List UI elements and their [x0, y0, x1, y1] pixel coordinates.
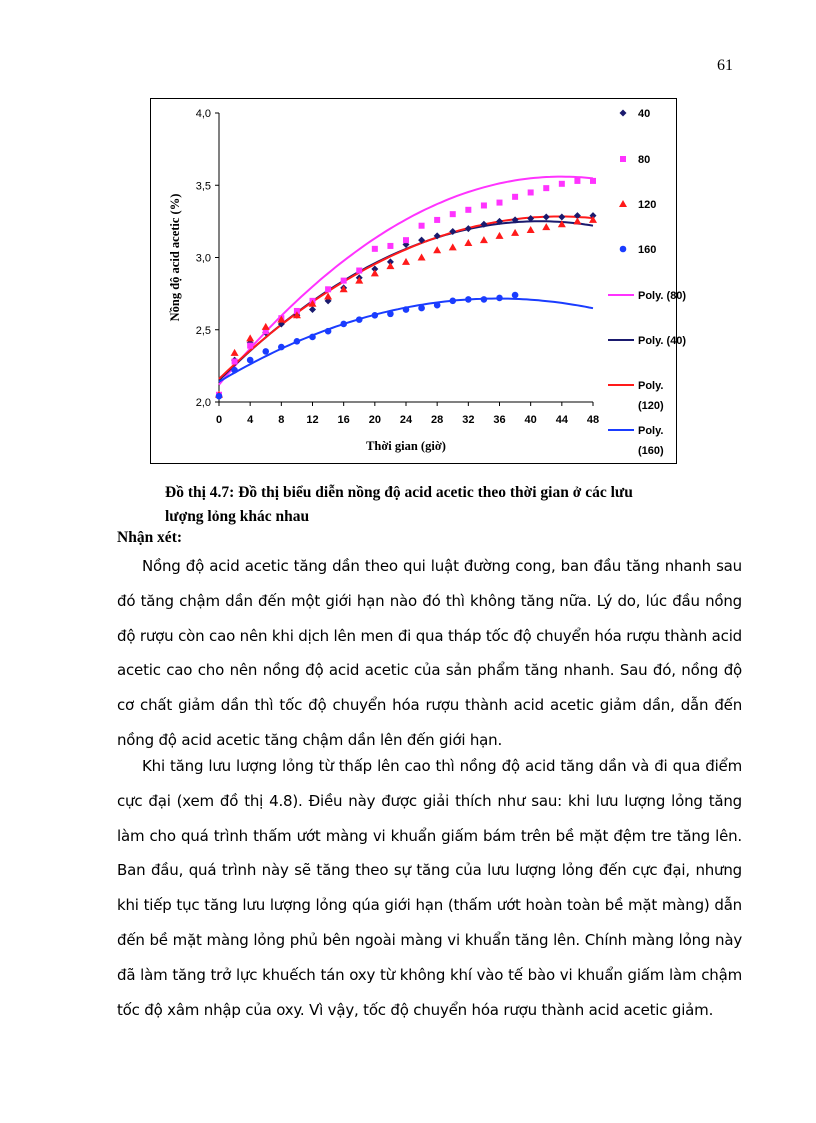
data-point-160 — [309, 334, 316, 341]
legend-label: 80 — [638, 154, 651, 166]
data-point-160 — [216, 393, 223, 400]
data-point-160 — [481, 296, 488, 303]
data-point-40 — [558, 214, 565, 221]
x-tick-label: 12 — [306, 414, 319, 426]
data-point-160 — [496, 295, 503, 302]
data-point-120 — [246, 334, 254, 341]
data-point-160 — [247, 357, 254, 364]
data-point-160 — [294, 338, 301, 345]
data-point-160 — [403, 306, 410, 313]
page-number: 61 — [717, 57, 733, 74]
legend-label: (120) — [638, 400, 664, 412]
caption-line-1: Đồ thị 4.7: Đồ thị biểu diễn nồng độ acid acetic theo thời gian ở các lưu — [165, 484, 633, 501]
x-tick-label: 0 — [215, 414, 223, 426]
data-point-120 — [464, 239, 472, 246]
data-point-80 — [372, 246, 378, 252]
data-point-120 — [418, 254, 426, 261]
x-tick-label: 44 — [555, 414, 568, 426]
legend-label: 120 — [638, 199, 657, 211]
y-tick-label: 3,5 — [195, 180, 211, 193]
data-point-120 — [402, 258, 410, 265]
data-point-120 — [573, 217, 581, 224]
caption-line-2: lượng lỏng khác nhau — [165, 508, 310, 525]
remarks-paragraph-1: Nồng độ acid acetic tăng dần theo qui luật đường cong, ban đầu tăng nhanh sau đó tăng chậm dần đến một giới hạn nào đó thì không tăng nữa. Lý do, lúc đầu nồng độ rượu còn cao nên khi dịch lên men đi qua tháp tốc độ chuyển hóa rượu thành acid acetic cao cho nên nồng độ acid acetic của sản phẩm tăng nhanh. Sau đó, nồng độ cơ chất giảm dần thì tốc độ chuyển hóa rượu thành acid acetic giảm dần, dẫn đến nồng độ acid acetic tăng chậm dần lên đến giới hạn. — [117, 557, 742, 749]
data-point-80 — [247, 343, 253, 349]
x-tick-label: 28 — [431, 414, 444, 426]
data-point-160 — [340, 321, 347, 328]
data-point-120 — [527, 226, 535, 233]
data-point-120 — [433, 246, 441, 253]
data-point-120 — [449, 243, 457, 250]
data-point-80 — [434, 217, 440, 223]
data-point-120 — [340, 285, 348, 292]
legend-marker-160 — [620, 246, 627, 253]
legend-label: 40 — [638, 108, 651, 120]
data-point-80 — [387, 243, 393, 249]
data-point-160 — [278, 344, 285, 351]
legend-label: Poly. (40) — [638, 335, 687, 347]
data-point-160 — [418, 305, 425, 312]
remarks-heading: Nhận xét: — [117, 529, 183, 546]
data-point-120 — [480, 236, 488, 243]
data-point-80 — [403, 237, 409, 243]
y-tick-label: 3,0 — [195, 252, 211, 265]
data-point-80 — [559, 181, 565, 187]
legend-marker-40 — [620, 110, 627, 117]
x-tick-label: 16 — [337, 414, 350, 426]
data-point-80 — [341, 278, 347, 284]
data-point-120 — [371, 269, 379, 276]
data-point-160 — [465, 296, 472, 303]
data-point-160 — [262, 348, 269, 355]
y-tick-label: 4,0 — [195, 108, 211, 120]
x-tick-label: 48 — [586, 414, 600, 426]
figure-caption — [165, 481, 765, 529]
chart-frame — [150, 98, 687, 464]
data-point-120 — [386, 262, 394, 269]
legend-marker-80 — [620, 156, 626, 162]
legend-label: (160) — [638, 445, 664, 457]
x-tick-label: 32 — [462, 414, 475, 426]
data-point-120 — [496, 232, 504, 239]
data-point-160 — [356, 316, 363, 323]
data-point-120 — [231, 349, 239, 356]
x-tick-label: 40 — [524, 414, 537, 426]
data-point-80 — [450, 211, 456, 217]
data-point-40 — [465, 225, 472, 232]
data-point-40 — [543, 214, 550, 221]
data-point-40 — [309, 306, 316, 313]
y-tick-label: 2,5 — [195, 324, 211, 337]
legend-label: Poly. (80) — [638, 290, 687, 302]
data-point-80 — [574, 178, 580, 184]
data-point-80 — [232, 359, 238, 365]
y-axis-title: Nồng độ acid acetic (%) — [168, 193, 182, 322]
data-point-80 — [497, 200, 503, 206]
acetic-acid-chart — [151, 99, 687, 463]
x-tick-label: 20 — [368, 414, 381, 426]
data-point-80 — [465, 207, 471, 213]
y-tick-label: 2,0 — [195, 397, 211, 409]
legend-marker-120 — [619, 200, 627, 207]
legend-label: Poly. — [638, 425, 664, 437]
data-point-80 — [543, 185, 549, 191]
data-point-160 — [449, 298, 456, 305]
x-axis-title: Thời gian (giờ) — [366, 439, 446, 453]
data-point-80 — [356, 268, 362, 274]
data-point-120 — [511, 229, 519, 236]
data-point-120 — [262, 323, 270, 330]
trendline-80 — [219, 177, 593, 385]
data-point-80 — [419, 223, 425, 229]
legend-label: Poly. — [638, 380, 664, 392]
x-tick-label: 8 — [278, 414, 285, 426]
data-point-80 — [325, 286, 331, 292]
x-tick-label: 24 — [399, 414, 413, 426]
data-point-80 — [590, 178, 596, 184]
data-point-160 — [372, 312, 379, 319]
data-point-160 — [434, 302, 441, 309]
data-point-80 — [481, 202, 487, 208]
data-point-80 — [512, 194, 518, 200]
x-tick-label: 36 — [493, 414, 506, 426]
data-point-80 — [528, 189, 534, 195]
data-point-160 — [231, 367, 238, 374]
remarks-paragraph-2: Khi tăng lưu lượng lỏng từ thấp lên cao thì nồng độ acid tăng dần và đi qua điểm cực đại (xem đồ thị 4.8). Điều này được giải thích như sau: khi lưu lượng lỏng tăng làm cho quá trình thấm ướt màng vi khuẩn giấm bám trên bề mặt đệm tre tăng lên. Ban đầu, quá trình này sẽ tăng theo sự tăng của lưu lượng lỏng đến cực đại, nhưng khi tiếp tục tăng lưu lượng lỏng qúa giới hạn (thấm ướt hoàn toàn bề mặt màng) dẫn đến bề mặt màng lỏng phủ bên ngoài màng vi khuẩn tăng lên. Chính màng lỏng này đã làm tăng trở lực khuếch tán oxy từ không khí vào tế bào vi khuẩn giấm làm chậm tốc độ xâm nhập của oxy. Vì vậy, tốc độ chuyển hóa rượu thành acid acetic giảm. — [117, 757, 742, 1019]
data-point-160 — [512, 292, 519, 299]
x-tick-label: 4 — [247, 414, 254, 426]
data-point-120 — [542, 223, 550, 230]
data-point-160 — [387, 311, 394, 318]
data-point-160 — [325, 328, 332, 335]
legend-label: 160 — [638, 244, 657, 256]
